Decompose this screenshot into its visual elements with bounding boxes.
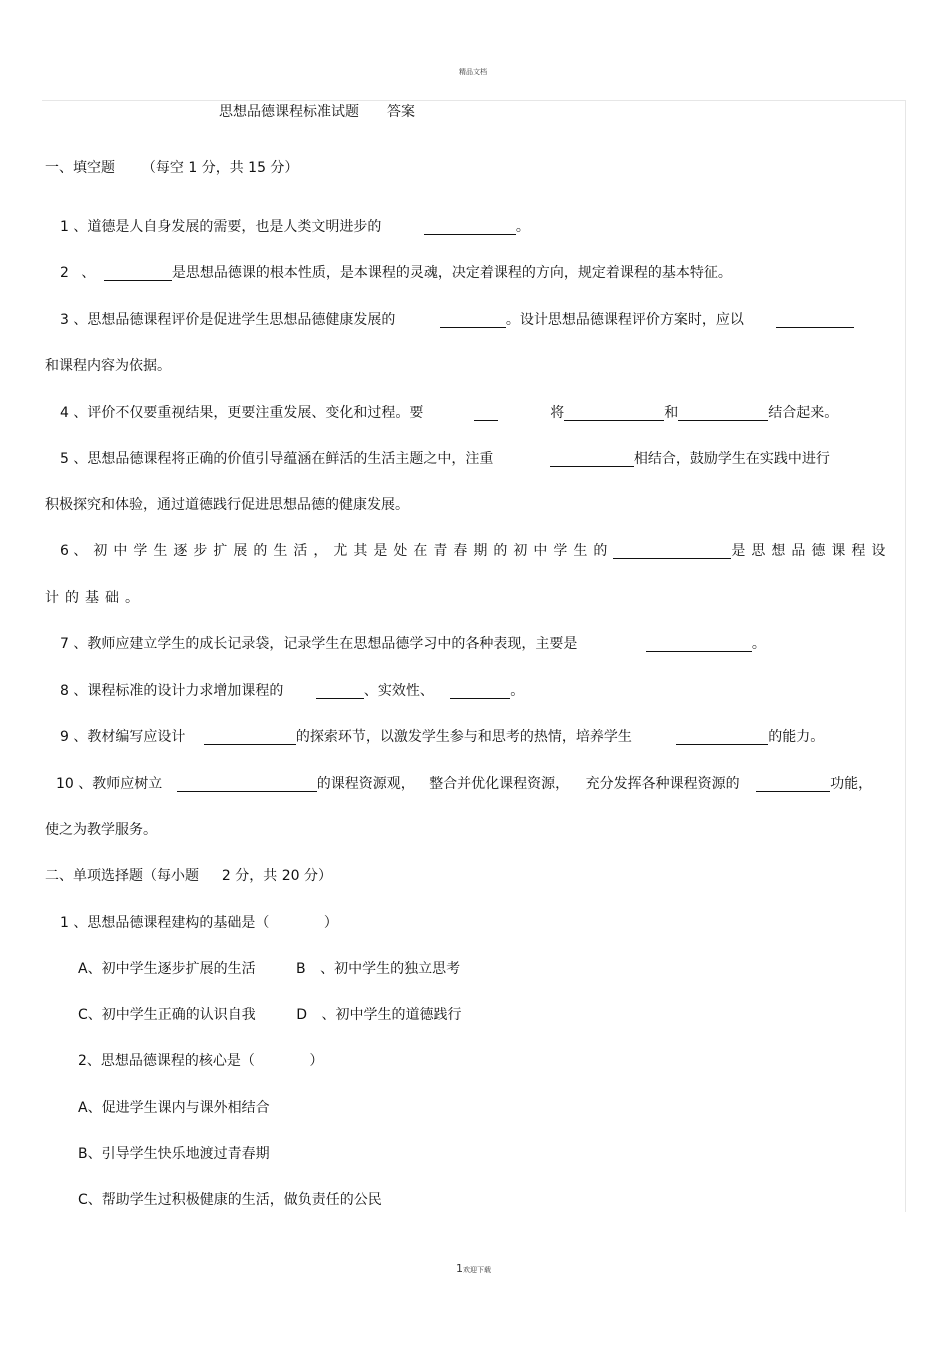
answer-blank <box>646 636 752 652</box>
question-text: 和 <box>664 405 679 421</box>
section2-heading <box>45 865 332 885</box>
question-text: 相结合，鼓励学生在实践中进行 <box>633 451 830 467</box>
question-text: 、教材编写应设计 <box>73 729 186 745</box>
question-number: 6 <box>60 543 69 559</box>
fill-question-3 <box>60 309 854 329</box>
question-text: 的能力。 <box>768 729 825 745</box>
question-text: 。 <box>515 219 530 235</box>
page-frame-top-rule <box>42 100 905 101</box>
question-text: 。 <box>510 683 525 699</box>
question-text: 的探索环节，以激发学生参与和思考的热情，培养学生 <box>295 729 632 745</box>
fill-question-4 <box>60 402 838 422</box>
fill-question-7 <box>60 633 766 653</box>
question-text: 、初中学生逐步扩展的生活，尤其是处在青春期的初中学生的 <box>73 543 614 559</box>
question-stem: 2、思想品德课程的核心是（ <box>78 1053 255 1069</box>
option-b-letter: B <box>296 961 306 977</box>
fill-question-10-continued: 使之为教学服务。 <box>45 822 157 838</box>
page-footer <box>456 1262 491 1275</box>
answer-blank <box>424 219 516 235</box>
answer-blank <box>776 312 854 328</box>
question-number: 2 <box>60 265 69 281</box>
answer-blank <box>564 405 664 421</box>
section1-note: （每空 1 分，共 15 分） <box>141 160 299 176</box>
fill-question-2 <box>60 262 732 282</box>
choice-question-1 <box>60 912 338 932</box>
question-stem: 、思想品德课程建构的基础是（ <box>73 915 270 931</box>
answer-blank <box>440 312 506 328</box>
answer-blank <box>678 405 768 421</box>
answer-blank <box>177 776 317 792</box>
question-text: 、思想品德课程将正确的价值引导蕴涵在鲜活的生活主题之中，注重 <box>73 451 494 467</box>
question-number: 10 <box>56 776 74 792</box>
title-answer: 答案 <box>387 104 415 120</box>
document-title <box>219 101 415 121</box>
page-number: 1 <box>456 1262 463 1275</box>
question-text: 的课程资源观， <box>316 776 415 792</box>
choice-options-row-1 <box>78 958 460 978</box>
question-text: 结合起来。 <box>768 405 839 421</box>
answer-blank <box>450 683 510 699</box>
fill-question-9 <box>60 726 824 746</box>
question-number: 1 <box>60 915 69 931</box>
answer-blank <box>550 451 634 467</box>
fill-question-5 <box>60 448 830 468</box>
question-number: 1 <box>60 219 69 235</box>
question-text: 整合并优化课程资源， <box>429 776 570 792</box>
choice-question-2 <box>78 1050 323 1070</box>
fill-question-6-continued: 计的基础。 <box>45 590 145 606</box>
question-text: 、评价不仅要重视结果，更要注重发展、变化和过程。要 <box>73 405 424 421</box>
answer-blank <box>613 543 731 559</box>
answer-blank <box>316 683 364 699</box>
option-b: B、引导学生快乐地渡过青春期 <box>78 1146 270 1162</box>
answer-blank <box>204 729 296 745</box>
section2-heading-text: 二、单项选择题（每小题 <box>45 868 199 884</box>
fill-question-1 <box>60 216 530 236</box>
question-number: 7 <box>60 636 69 652</box>
answer-blank <box>104 265 172 281</box>
header-note: 精品文档 <box>459 68 487 76</box>
option-d: 、初中学生的道德践行 <box>321 1007 462 1023</box>
option-c: C、初中学生正确的认识自我 <box>78 1007 256 1023</box>
question-text: 功能， <box>830 776 873 792</box>
option-a: A、初中学生逐步扩展的生活 <box>78 961 256 977</box>
section1-heading-text: 一、填空题 <box>45 160 115 176</box>
question-close: ） <box>323 915 338 931</box>
question-text: 、课程标准的设计力求增加课程的 <box>73 683 284 699</box>
question-number: 9 <box>60 729 69 745</box>
question-number: 5 <box>60 451 69 467</box>
fill-question-8 <box>60 680 524 700</box>
question-text: 、教师应建立学生的成长记录袋，记录学生在思想品德学习中的各种表现，主要是 <box>73 636 578 652</box>
question-text: 充分发挥各种课程资源的 <box>585 776 740 792</box>
answer-blank <box>756 776 830 792</box>
question-text: 、实效性、 <box>363 683 434 699</box>
question-text: 将 <box>550 405 565 421</box>
question-text: 是思想品德课程设 <box>731 543 892 559</box>
option-a: A、促进学生课内与课外相结合 <box>78 1100 270 1116</box>
question-text: 。 <box>751 636 766 652</box>
answer-blank <box>474 405 498 421</box>
option-d-letter: D <box>296 1007 308 1023</box>
question-text: 、 <box>81 265 96 281</box>
question-text: 、思想品德课程评价是促进学生思想品德健康发展的 <box>73 312 396 328</box>
question-text: 、道德是人自身发展的需要，也是人类文明进步的 <box>73 219 382 235</box>
fill-question-6 <box>60 540 891 560</box>
fill-question-3-continued: 和课程内容为依据。 <box>45 358 171 374</box>
fill-question-10 <box>56 773 872 793</box>
question-close: ） <box>309 1053 324 1069</box>
choice-options-row-2 <box>78 1004 461 1024</box>
question-text: 。设计思想品德课程评价方案时，应以 <box>505 312 744 328</box>
question-text: 是思想品德课的根本性质，是本课程的灵魂，决定着课程的方向，规定着课程的基本特征。 <box>171 265 732 281</box>
question-number: 4 <box>60 405 69 421</box>
title-main: 思想品德课程标准试题 <box>219 104 359 120</box>
page-frame-right-rule <box>905 100 906 1212</box>
answer-blank <box>676 729 768 745</box>
section1-heading <box>45 157 298 177</box>
question-number: 3 <box>60 312 69 328</box>
section2-note: 2 分，共 20 分） <box>221 868 332 884</box>
question-number: 8 <box>60 683 69 699</box>
option-c: C、帮助学生过积极健康的生活，做负责任的公民 <box>78 1192 382 1208</box>
question-text: 、教师应树立 <box>78 776 163 792</box>
option-b: 、初中学生的独立思考 <box>320 961 461 977</box>
fill-question-5-continued: 积极探究和体验，通过道德践行促进思想品德的健康发展。 <box>45 497 409 513</box>
footer-text: 欢迎下载 <box>463 1266 491 1274</box>
